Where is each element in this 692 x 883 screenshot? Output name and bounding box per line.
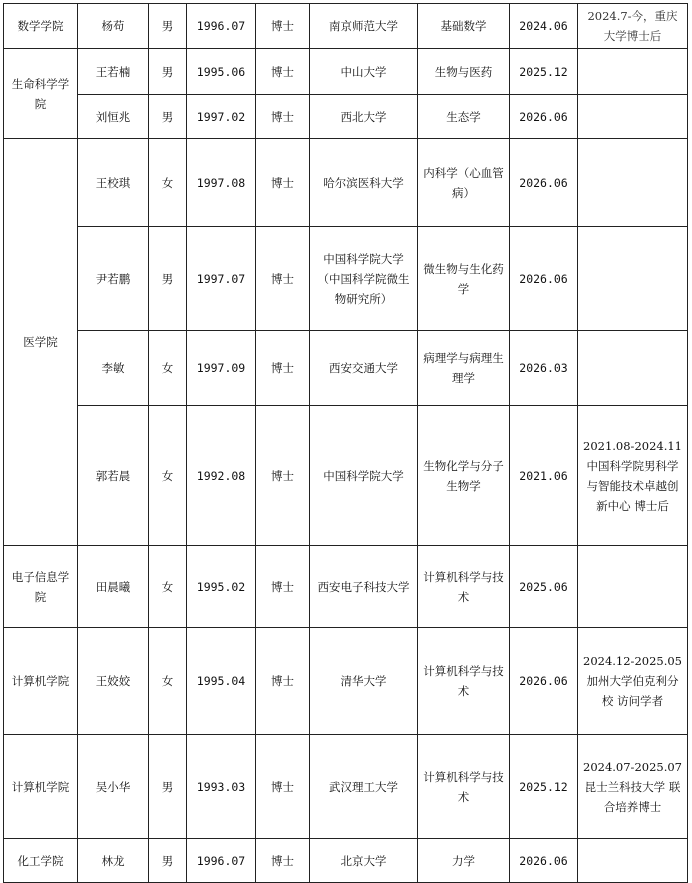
name-cell: 王姣姣 <box>78 628 149 735</box>
birth-cell: 1992.08 <box>187 406 256 546</box>
degree-cell: 博士 <box>256 628 310 735</box>
birth-cell: 1993.03 <box>187 735 256 839</box>
major-cell: 基础数学 <box>418 4 510 49</box>
graduation-date-cell: 2021.06 <box>510 406 578 546</box>
table-row <box>4 331 688 406</box>
name-cell: 田晨曦 <box>78 546 149 628</box>
major-cell: 生态学 <box>418 95 510 139</box>
note-cell <box>578 331 688 406</box>
table-row <box>4 49 688 95</box>
birth-cell: 1995.02 <box>187 546 256 628</box>
gender-cell: 女 <box>149 628 187 735</box>
degree-cell: 博士 <box>256 546 310 628</box>
graduation-date-cell: 2025.06 <box>510 546 578 628</box>
major-cell: 力学 <box>418 839 510 883</box>
graduation-date-cell: 2026.03 <box>510 331 578 406</box>
degree-cell: 博士 <box>256 95 310 139</box>
school-cell: 西安交通大学 <box>310 331 418 406</box>
table-row <box>4 139 688 227</box>
major-cell: 计算机科学与技术 <box>418 546 510 628</box>
note-cell <box>578 546 688 628</box>
graduation-date-cell: 2026.06 <box>510 139 578 227</box>
school-cell: 武汉理工大学 <box>310 735 418 839</box>
major-cell: 病理学与病理生理学 <box>418 331 510 406</box>
college-cell: 计算机学院 <box>4 735 78 839</box>
major-cell: 计算机科学与技术 <box>418 628 510 735</box>
college-cell: 医学院 <box>4 139 78 546</box>
college-cell: 电子信息学院 <box>4 546 78 628</box>
table-row <box>4 4 688 49</box>
note-cell: 2024.07-2025.07 昆士兰科技大学 联合培养博士 <box>578 735 688 839</box>
name-cell: 杨苟 <box>78 4 149 49</box>
major-cell: 计算机科学与技术 <box>418 735 510 839</box>
degree-cell: 博士 <box>256 227 310 331</box>
name-cell: 王若楠 <box>78 49 149 95</box>
graduation-date-cell: 2026.06 <box>510 95 578 139</box>
degree-cell: 博士 <box>256 49 310 95</box>
recruitment-table <box>3 3 688 883</box>
gender-cell: 女 <box>149 406 187 546</box>
birth-cell: 1997.02 <box>187 95 256 139</box>
major-cell: 内科学（心血管病） <box>418 139 510 227</box>
note-cell <box>578 95 688 139</box>
degree-cell: 博士 <box>256 139 310 227</box>
note-cell <box>578 227 688 331</box>
degree-cell: 博士 <box>256 735 310 839</box>
school-cell: 哈尔滨医科大学 <box>310 139 418 227</box>
birth-cell: 1995.06 <box>187 49 256 95</box>
note-cell <box>578 839 688 883</box>
graduation-date-cell: 2025.12 <box>510 49 578 95</box>
table-row <box>4 227 688 331</box>
birth-cell: 1995.04 <box>187 628 256 735</box>
note-cell <box>578 49 688 95</box>
degree-cell: 博士 <box>256 331 310 406</box>
graduation-date-cell: 2026.06 <box>510 628 578 735</box>
birth-cell: 1997.09 <box>187 331 256 406</box>
major-cell: 生物与医药 <box>418 49 510 95</box>
name-cell: 刘恒兆 <box>78 95 149 139</box>
degree-cell: 博士 <box>256 4 310 49</box>
name-cell: 尹若鹏 <box>78 227 149 331</box>
gender-cell: 男 <box>149 4 187 49</box>
birth-cell: 1997.07 <box>187 227 256 331</box>
school-cell: 中山大学 <box>310 49 418 95</box>
school-cell: 清华大学 <box>310 628 418 735</box>
school-cell: 西北大学 <box>310 95 418 139</box>
table-row <box>4 628 688 735</box>
gender-cell: 男 <box>149 49 187 95</box>
school-cell: 中国科学院大学（中国科学院微生物研究所） <box>310 227 418 331</box>
name-cell: 王校琪 <box>78 139 149 227</box>
college-cell: 计算机学院 <box>4 628 78 735</box>
gender-cell: 男 <box>149 227 187 331</box>
degree-cell: 博士 <box>256 839 310 883</box>
degree-cell: 博士 <box>256 406 310 546</box>
graduation-date-cell: 2026.06 <box>510 839 578 883</box>
table-row <box>4 546 688 628</box>
table-row <box>4 406 688 546</box>
graduation-date-cell: 2025.12 <box>510 735 578 839</box>
major-cell: 微生物与生化药学 <box>418 227 510 331</box>
college-cell: 生命科学学院 <box>4 49 78 139</box>
gender-cell: 男 <box>149 95 187 139</box>
birth-cell: 1996.07 <box>187 839 256 883</box>
college-cell: 化工学院 <box>4 839 78 883</box>
birth-cell: 1996.07 <box>187 4 256 49</box>
school-cell: 中国科学院大学 <box>310 406 418 546</box>
gender-cell: 女 <box>149 546 187 628</box>
name-cell: 吴小华 <box>78 735 149 839</box>
gender-cell: 女 <box>149 331 187 406</box>
note-cell <box>578 139 688 227</box>
name-cell: 林龙 <box>78 839 149 883</box>
table-row <box>4 95 688 139</box>
gender-cell: 女 <box>149 139 187 227</box>
table-row <box>4 839 688 883</box>
gender-cell: 男 <box>149 735 187 839</box>
major-cell: 生物化学与分子生物学 <box>418 406 510 546</box>
birth-cell: 1997.08 <box>187 139 256 227</box>
school-cell: 西安电子科技大学 <box>310 546 418 628</box>
school-cell: 南京师范大学 <box>310 4 418 49</box>
graduation-date-cell: 2026.06 <box>510 227 578 331</box>
name-cell: 李敏 <box>78 331 149 406</box>
school-cell: 北京大学 <box>310 839 418 883</box>
note-cell: 2024.12-2025.05 加州大学伯克利分校 访问学者 <box>578 628 688 735</box>
note-cell: 2024.7-今，重庆大学博士后 <box>578 4 688 49</box>
graduation-date-cell: 2024.06 <box>510 4 578 49</box>
college-cell: 数学学院 <box>4 4 78 49</box>
gender-cell: 男 <box>149 839 187 883</box>
note-cell: 2021.08-2024.11 中国科学院男科学与智能技术卓越创新中心 博士后 <box>578 406 688 546</box>
table-row <box>4 735 688 839</box>
name-cell: 郭若晨 <box>78 406 149 546</box>
